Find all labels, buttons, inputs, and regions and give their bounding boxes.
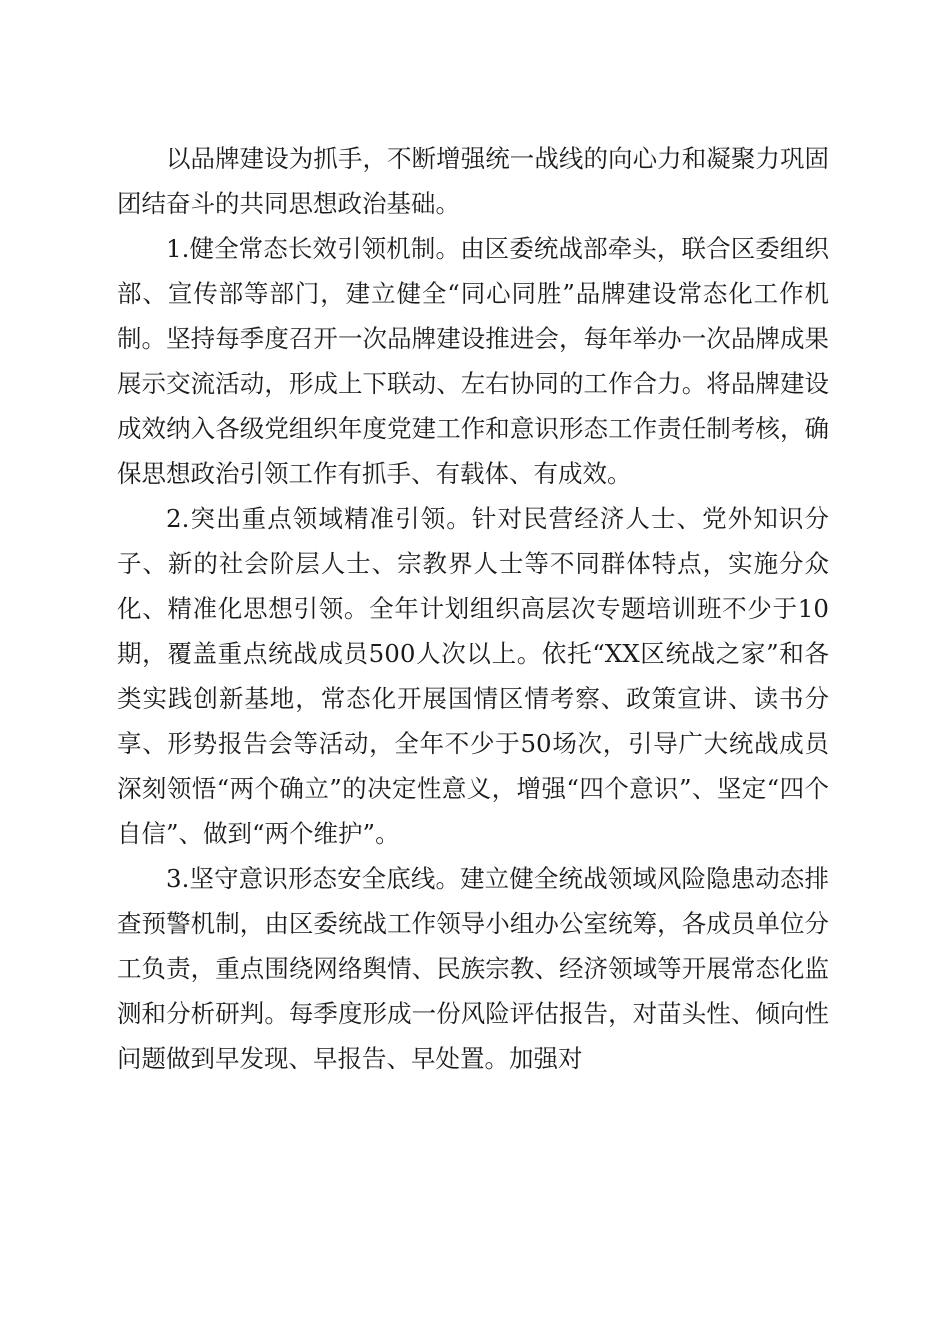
document-body <box>117 136 829 1081</box>
paragraph-item-2: 2.突出重点领域精准引领。针对民营经济人士、党外知识分子、新的社会阶层人士、宗教界人士等不同群体特点，实施分众化、精准化思想引领。全年计划组织高层次专题培训班不少于10期，覆盖重点统战成员500人次以上。依托“XX区统战之家”和各类实践创新基地，常态化开展国情区情考察、政策宣讲、读书分享、形势报告会等活动，全年不少于50场次，引导广大统战成员深刻领悟“两个确立”的决定性意义，增强“四个意识”、坚定“四个自信”、做到“两个维护”。 <box>117 504 829 848</box>
paragraph-item-3: 3.坚守意识形态安全底线。建立健全统战领域风险隐患动态排查预警机制，由区委统战工作领导小组办公室统筹，各成员单位分工负责，重点围绕网络舆情、民族宗教、经济领域等开展常态化监测和分析研判。每季度形成一份风险评估报告，对苗头性、倾向性问题做到早发现、早报告、早处置。加强对 <box>117 864 829 1073</box>
paragraph-intro: 以品牌建设为抓手，不断增强统一战线的向心力和凝聚力巩固团结奋斗的共同思想政治基础。 <box>117 144 829 218</box>
paragraph-item-1: 1.健全常态长效引领机制。由区委统战部牵头，联合区委组织部、宣传部等部门，建立健全“同心同胜”品牌建设常态化工作机制。坚持每季度召开一次品牌建设推进会，每年举办一次品牌成果展示交流活动，形成上下联动、左右协同的工作合力。将品牌建设成效纳入各级党组织年度党建工作和意识形态工作责任制考核，确保思想政治引领工作有抓手、有载体、有成效。 <box>117 234 829 488</box>
